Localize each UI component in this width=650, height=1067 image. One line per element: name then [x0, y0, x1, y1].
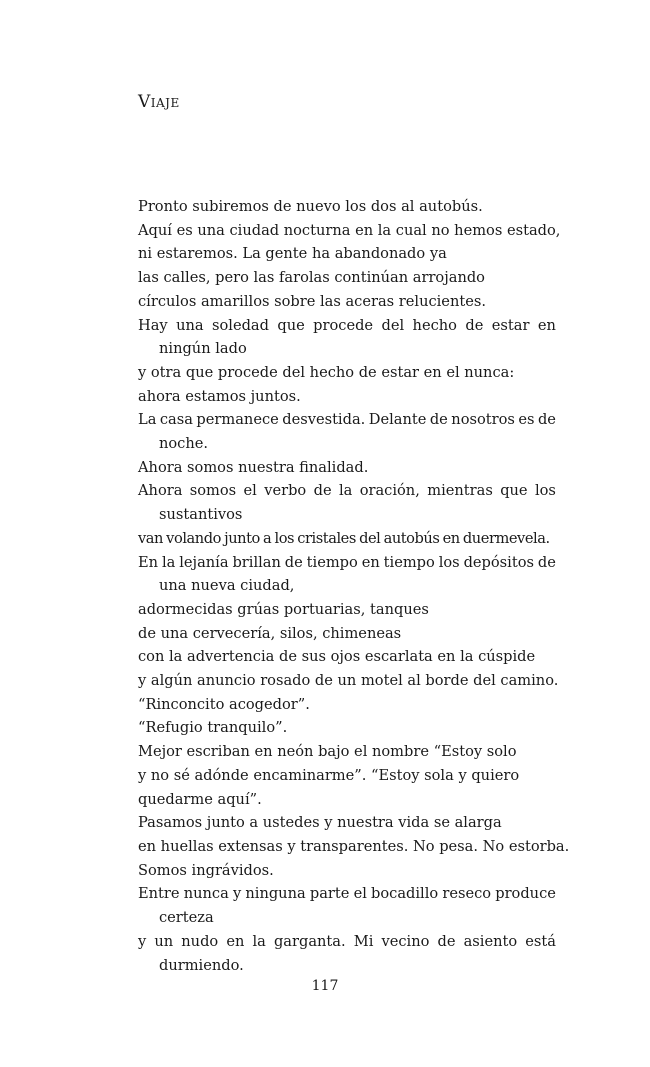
- poem-word: el: [353, 885, 367, 903]
- poem-word: brillan: [232, 553, 281, 571]
- poem-word: bocadillo: [371, 885, 439, 903]
- poem-line: noche.: [159, 435, 209, 453]
- poem-word: oración,: [359, 482, 420, 500]
- poem-word: nunca: [183, 885, 229, 903]
- poem-word: somos: [189, 482, 237, 500]
- poem-line: Aquí es una ciudad nocturna en la cual no hemos estado,: [138, 221, 561, 239]
- poem-word: garganta.: [273, 932, 346, 950]
- poem-word: la: [338, 482, 353, 500]
- poem-line: [138, 314, 556, 338]
- poem-word: en: [361, 553, 380, 571]
- poem-line: en huellas extensas y transparentes. No pesa. No estorba.: [138, 837, 570, 855]
- poem-word: lejanía: [179, 553, 229, 571]
- poem-word: que: [500, 482, 528, 500]
- poem-word: el: [243, 482, 257, 500]
- poem-word: estar: [491, 316, 530, 334]
- poem-word: en: [537, 316, 556, 334]
- poem-word: está: [525, 932, 556, 950]
- poem-word: mientras: [427, 482, 493, 500]
- poem-word: una: [176, 316, 204, 334]
- poem-word: la: [252, 932, 266, 950]
- poem-word: del: [381, 316, 405, 334]
- poem-word: nosotros: [451, 411, 515, 429]
- poem-title: Viaje: [138, 92, 180, 112]
- poem-line: de una cervecería, silos, chimeneas: [138, 624, 402, 642]
- poem-line: Pronto subiremos de nuevo los dos al autobús.: [138, 198, 483, 215]
- poem-word: procede: [313, 316, 374, 334]
- poem-line: con la advertencia de sus ojos escarlata en la cúspide: [138, 648, 536, 666]
- poem-body: [138, 195, 570, 977]
- poem-line: las calles, pero las farolas continúan arrojando: [138, 269, 485, 287]
- poem-word: casa: [159, 411, 193, 429]
- poem-line: Mejor escriban en neón bajo el nombre “Estoy solo: [138, 743, 517, 761]
- poem-line: ningún lado: [159, 340, 247, 358]
- poem-line: [138, 930, 556, 954]
- poem-line: Pasamos junto a ustedes y nuestra vida se alarga: [138, 814, 502, 832]
- poem-line: [138, 882, 556, 906]
- poem-word: desvestida.: [282, 411, 366, 429]
- poem-line: [138, 479, 556, 503]
- poem-word: parte: [309, 885, 350, 903]
- poem-line: Ahora somos nuestra finalidad.: [138, 458, 369, 476]
- poem-line: durmiendo.: [159, 956, 244, 974]
- poem-word: tiempo: [383, 553, 435, 571]
- poem-word: de: [437, 932, 456, 950]
- poem-line: certeza: [159, 909, 214, 927]
- poem-word: En: [138, 553, 159, 571]
- poem-word: permanece: [196, 411, 279, 429]
- poem-line: [138, 408, 556, 432]
- poem-line: y no sé adónde encaminarme”. “Estoy sola y quiero: [138, 766, 520, 784]
- poem-word: Mi: [353, 932, 374, 950]
- poem-line: sustantivos: [159, 506, 243, 524]
- poem-line: [138, 551, 556, 575]
- poem-word: de: [537, 411, 556, 429]
- page-number: 117: [311, 978, 339, 994]
- poem-word: un: [154, 932, 174, 950]
- poem-line: y algún anuncio rosado de un motel al borde del camino.: [138, 672, 559, 690]
- poem-line: y otra que procede del hecho de estar en el nunca:: [138, 363, 515, 381]
- poem-word: nudo: [181, 932, 219, 950]
- poem-line: adormecidas grúas portuarias, tanques: [138, 600, 429, 618]
- poem-word: reseco: [442, 885, 492, 903]
- poem-word: soledad: [212, 316, 269, 334]
- poem-word: de: [537, 553, 556, 571]
- poem-word: vecino: [381, 932, 430, 950]
- poem-line: van volando junto a los cristales del autobús en duermevela.: [138, 529, 550, 547]
- poem-word: los: [438, 553, 460, 571]
- poem-word: de: [313, 482, 332, 500]
- poem-word: depósitos: [463, 553, 534, 571]
- poem-word: de: [465, 316, 484, 334]
- poem-line: ni estaremos. La gente ha abandonado ya: [138, 245, 447, 263]
- poem-word: La: [138, 411, 157, 429]
- poem-word: y: [138, 932, 147, 950]
- poem-word: la: [161, 553, 176, 571]
- poem-line: “Rinconcito acogedor”.: [138, 695, 310, 713]
- poem-line: ahora estamos juntos.: [138, 387, 301, 405]
- poem-line: quedarme aquí”.: [138, 790, 262, 808]
- poem-word: en: [226, 932, 245, 950]
- poem-word: es: [518, 411, 535, 429]
- poem-word: de: [284, 553, 303, 571]
- poem-word: hecho: [412, 316, 457, 334]
- poem-line: una nueva ciudad,: [159, 577, 295, 595]
- poem-word: tiempo: [306, 553, 358, 571]
- poem-word: los: [534, 482, 556, 500]
- poem-word: Delante: [368, 411, 427, 429]
- poem-word: verbo: [264, 482, 307, 500]
- poem-word: asiento: [463, 932, 518, 950]
- poem-word: y: [232, 885, 242, 903]
- poem-word: Entre: [138, 885, 180, 903]
- poem-line: “Refugio tranquilo”.: [138, 719, 288, 737]
- poem-word: ninguna: [245, 885, 306, 903]
- poem-word: que: [277, 316, 305, 334]
- poem-word: Hay: [138, 316, 168, 334]
- poem-line: Somos ingrávidos.: [138, 861, 274, 879]
- poem-line: círculos amarillos sobre las aceras relucientes.: [138, 292, 486, 310]
- poem-word: Ahora: [138, 482, 183, 500]
- poem-word: de: [429, 411, 448, 429]
- poem-word: produce: [495, 885, 556, 903]
